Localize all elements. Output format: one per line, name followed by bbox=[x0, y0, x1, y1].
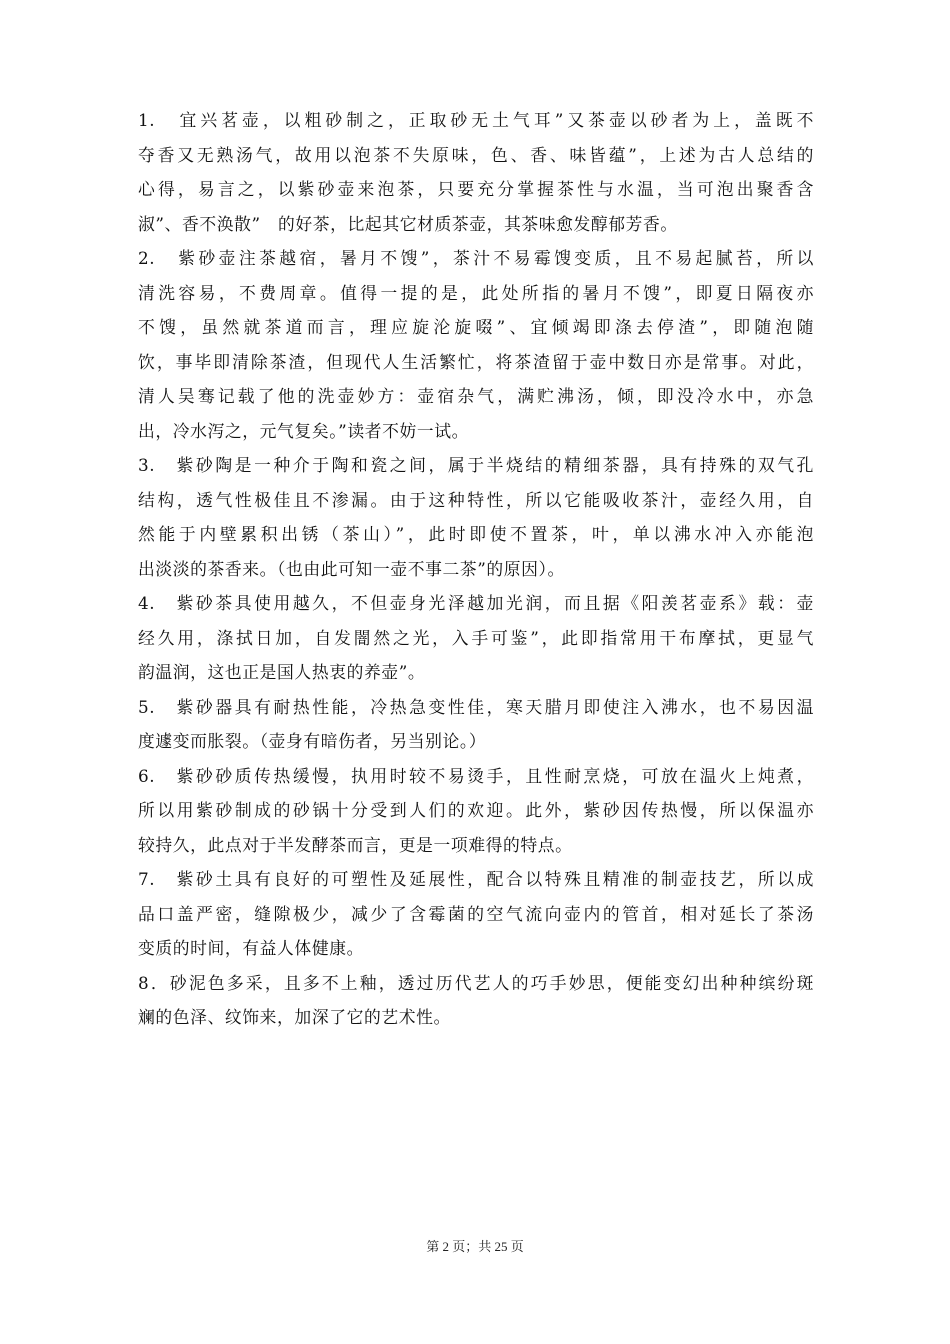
text-line: 2. 紫砂壶注茶越宿，暑月不馊”，茶汁不易霉馊变质，且不易起腻苔，所以 bbox=[138, 248, 814, 268]
text-line: 出淡淡的茶香来。（也由此可知一壶不事二茶”的原因）。 bbox=[138, 558, 565, 579]
text-line: 度遽变而胀裂。（壶身有暗伤者，另当别论。） bbox=[138, 731, 487, 751]
paragraph-4 bbox=[138, 586, 814, 690]
text-line: 结构，透气性极佳且不渗漏。由于这种特性，所以它能吸收茶汁，壶经久用，自 bbox=[138, 489, 814, 510]
text-line: 韵温润，这也正是国人热衷的养壶”。 bbox=[138, 662, 426, 682]
paragraph-2 bbox=[138, 241, 814, 448]
document-body bbox=[138, 103, 814, 1035]
text-line: 品口盖严密，缝隙极少，减少了含霉菌的空气流向壶内的管首，相对延长了茶汤 bbox=[138, 903, 814, 924]
text-line: 斓的色泽、纹饰来，加深了它的艺术性。 bbox=[138, 1007, 451, 1027]
paragraph-8 bbox=[138, 966, 814, 1035]
text-line: 7. 紫砂土具有良好的可塑性及延展性，配合以特殊且精准的制壶技艺，所以成 bbox=[138, 869, 814, 889]
text-line: 较持久，此点对于半发酵茶而言，更是一项难得的特点。 bbox=[138, 834, 573, 855]
paragraph-5 bbox=[138, 690, 814, 759]
paragraph-6 bbox=[138, 759, 814, 863]
text-line: 清洗容易，不费周章。值得一提的是，此处所指的暑月不馊”，即夏日隔夜亦 bbox=[138, 282, 814, 303]
text-line: 淑”、香不涣散” 的好茶，比起其它材质茶壶，其茶味愈发醇郁芳香。 bbox=[138, 213, 678, 234]
text-line: 1. 宜兴茗壶，以粗砂制之，正取砂无土气耳”又茶壶以砂者为上，盖既不 bbox=[138, 110, 814, 130]
text-line: 不馊，虽然就茶道而言，理应旋沦旋啜”、宜倾竭即涤去停渣”，即随泡随 bbox=[138, 317, 814, 337]
text-line: 经久用，涤拭日加，自发闇然之光，入手可鉴”，此即指常用干布摩拭，更显气 bbox=[138, 627, 814, 648]
text-line: 心得，易言之，以紫砂壶来泡茶，只要充分掌握茶性与水温，当可泡出聚香含 bbox=[138, 179, 814, 199]
text-line: 变质的时间，有益人体健康。 bbox=[138, 938, 364, 958]
text-line: 出，冷水泻之，元气复矣。”读者不妨一试。 bbox=[138, 420, 470, 441]
text-line: 8．砂泥色多采，且多不上釉，透过历代艺人的巧手妙思，便能变幻出种种缤纷斑 bbox=[138, 972, 814, 993]
text-line: 饮，事毕即清除茶渣，但现代人生活繁忙，将茶渣留于壶中数日亦是常事。对此， bbox=[138, 351, 814, 372]
text-line: 4. 紫砂茶具使用越久，不但壶身光泽越加光润，而且据《阳羡茗壶系》载：壶 bbox=[138, 593, 814, 613]
paragraph-7 bbox=[138, 862, 814, 966]
text-line: 6. 紫砂砂质传热缓慢，执用时较不易烫手，且性耐烹烧，可放在温火上炖煮， bbox=[138, 765, 814, 786]
text-line: 然能于内壁累积出锈（茶山）”，此时即使不置茶，叶，单以沸水冲入亦能泡 bbox=[138, 524, 814, 544]
text-line: 5. 紫砂器具有耐热性能，冷热急变性佳，寒天腊月即使注入沸水，也不易因温 bbox=[138, 696, 814, 717]
text-line: 夺香又无熟汤气，故用以泡茶不失原味，色、香、味皆蕴”，上述为古人总结的 bbox=[138, 144, 814, 165]
text-line: 3. 紫砂陶是一种介于陶和瓷之间，属于半烧结的精细茶器，具有持殊的双气孔 bbox=[138, 455, 814, 475]
text-line: 清人吴骞记载了他的洗壶妙方：壶宿杂气，满贮沸汤，倾，即没冷水中，亦急 bbox=[138, 386, 814, 406]
page-number-footer: 第 2 页；共 25 页 bbox=[426, 1239, 524, 1254]
text-line: 所以用紫砂制成的砂锅十分受到人们的欢迎。此外，紫砂因传热慢，所以保温亦 bbox=[138, 800, 814, 820]
paragraph-1 bbox=[138, 103, 814, 241]
paragraph-3 bbox=[138, 448, 814, 586]
